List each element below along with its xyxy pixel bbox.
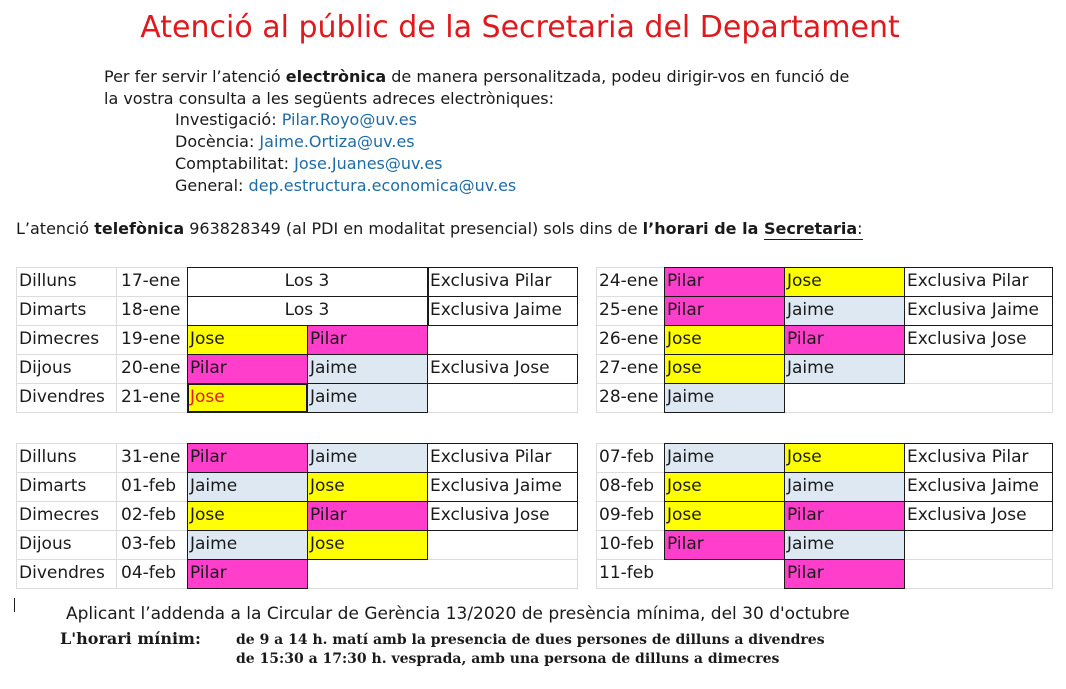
gridline (116, 267, 117, 412)
shift-cell[interactable]: Jose (784, 267, 904, 296)
shift-cell[interactable] (784, 383, 904, 412)
exclusive-cell[interactable]: Exclusiva Jaime (907, 300, 1039, 320)
cell-border (307, 501, 428, 531)
shift-cell[interactable]: Pilar (784, 559, 904, 588)
day-label: Divendres (19, 563, 105, 583)
contact-accounting (175, 153, 443, 175)
day-label: Dimecres (19, 329, 100, 349)
contact-label: Investigació: (175, 110, 282, 129)
phone-emphasis: l’horari de la (642, 219, 764, 238)
cell-border (784, 443, 905, 473)
phone-text: : (857, 219, 863, 238)
shift-cell[interactable]: Jaime (307, 443, 427, 472)
date-label: 18-ene (121, 300, 181, 320)
shift-cell[interactable]: Jose (664, 501, 784, 530)
email-link[interactable]: Pilar.Royo@uv.es (281, 110, 417, 129)
date-label: 10-feb (599, 534, 655, 554)
contact-label: Comptabilitat: (175, 154, 295, 173)
shift-cell[interactable]: Jaime (187, 472, 307, 501)
date-label: 01-feb (121, 476, 177, 496)
email-link[interactable]: Jaime.Ortiza@uv.es (259, 132, 415, 151)
cell-border (664, 530, 785, 560)
day-label: Dimarts (19, 300, 87, 320)
exclusive-cell[interactable]: Exclusiva Pilar (430, 271, 552, 291)
contact-research (175, 109, 417, 131)
shift-cell[interactable]: Jose (307, 530, 427, 559)
row-border (187, 296, 578, 326)
exclusive-cell[interactable]: Exclusiva Jaime (907, 476, 1039, 496)
cell-border (784, 267, 905, 297)
footer-label: L'horari mínim: (60, 629, 201, 648)
cell-border (427, 443, 578, 473)
cell-border (307, 530, 428, 560)
exclusive-cell[interactable] (904, 383, 1052, 412)
phone-info (16, 219, 863, 238)
cell-border (784, 530, 905, 560)
cell-border (664, 383, 785, 413)
phone-text: 963828349 (al PDI en modalitat presencial) sols dins de (184, 219, 643, 238)
shift-cell[interactable]: Pilar (187, 559, 307, 588)
shift-cell[interactable]: Jaime (784, 530, 904, 559)
shift-cell[interactable]: Jaime (784, 354, 904, 383)
shift-cell[interactable]: Pilar (187, 354, 307, 383)
date-label: 24-ene (599, 271, 659, 291)
cell-border (187, 325, 308, 355)
date-label: 08-feb (599, 476, 655, 496)
cell-border (187, 443, 308, 473)
contact-teaching (175, 131, 415, 153)
shift-cell[interactable]: Jose (664, 325, 784, 354)
date-label: 09-feb (599, 505, 655, 525)
shift-cell[interactable]: Pilar (664, 530, 784, 559)
exclusive-cell[interactable]: Exclusiva Jose (430, 358, 550, 378)
shift-cell[interactable]: Pilar (307, 501, 427, 530)
intro-emphasis: electrònica (285, 67, 387, 86)
cell-border (307, 443, 428, 473)
exclusive-cell[interactable]: Exclusiva Jose (907, 329, 1027, 349)
cell-border (664, 325, 785, 355)
margin-mark (14, 598, 15, 612)
cell-border (664, 296, 785, 326)
footer-morning-hours: de 9 a 14 h. matí amb la presencia de dues persones de dilluns a divendres (236, 632, 825, 648)
shift-cell[interactable]: Pilar (784, 325, 904, 354)
date-label: 04-feb (121, 563, 177, 583)
date-label: 25-ene (599, 300, 659, 320)
shift-cell[interactable]: Pilar (664, 296, 784, 325)
cell-border (664, 472, 785, 502)
cell-border (784, 296, 905, 326)
cell-border (784, 501, 905, 531)
phone-emphasis: telefònica (94, 219, 185, 238)
cell-border (784, 354, 905, 384)
shift-cell[interactable]: Jose (187, 501, 307, 530)
cell-border (904, 472, 1053, 502)
gridline (116, 443, 117, 588)
cell-border (904, 325, 1053, 355)
exclusive-cell[interactable] (904, 354, 1052, 383)
cell-border (664, 443, 785, 473)
row-border (187, 267, 578, 297)
cell-border (307, 383, 428, 413)
cell-border (904, 267, 1053, 297)
shift-cell[interactable]: Jaime (307, 354, 427, 383)
exclusive-cell[interactable]: Exclusiva Pilar (907, 447, 1029, 467)
exclusive-cell[interactable]: Exclusiva Jaime (430, 476, 562, 496)
secretaria-underlined: Secretaria (763, 219, 858, 238)
shift-cell[interactable]: Jaime (664, 443, 784, 472)
intro-line-2: la vostra consulta a les següents adreces electròniques: (104, 89, 555, 108)
shift-cell[interactable]: Jaime (784, 296, 904, 325)
exclusive-cell[interactable]: Exclusiva Pilar (430, 447, 552, 467)
cell-border (784, 325, 905, 355)
day-label: Dijous (19, 358, 72, 378)
shift-cell[interactable]: Jaime (307, 383, 427, 412)
intro-text: de manera personalitzada, podeu dirigir-vos en funció de (386, 67, 850, 86)
cell-border (187, 472, 308, 502)
date-label: 31-ene (121, 447, 181, 467)
exclusive-cell[interactable] (427, 383, 577, 412)
shift-cell[interactable]: Pilar (664, 267, 784, 296)
cell-border (904, 296, 1053, 326)
cell-border (664, 354, 785, 384)
cell-border (307, 472, 428, 502)
cell-border (427, 354, 578, 384)
day-label: Dilluns (19, 271, 77, 291)
cell-border (187, 354, 308, 384)
date-label: 17-ene (121, 271, 181, 291)
date-label: 03-feb (121, 534, 177, 554)
day-label: Divendres (19, 387, 105, 407)
day-label: Dimecres (19, 505, 100, 525)
shift-cell[interactable]: Pilar (307, 325, 427, 354)
date-label: 28-ene (599, 387, 659, 407)
shift-cell[interactable]: Jose (784, 443, 904, 472)
cell-border (664, 267, 785, 297)
shift-cell[interactable]: Jose (307, 472, 427, 501)
selected-cell-outline[interactable] (187, 383, 308, 413)
cell-border (904, 443, 1053, 473)
exclusive-cell[interactable] (427, 325, 577, 354)
cell-border (187, 501, 308, 531)
exclusive-cell[interactable] (904, 530, 1052, 559)
shift-cell[interactable] (664, 559, 784, 588)
shift-cell[interactable]: Jose (664, 354, 784, 383)
date-label: 21-ene (121, 387, 181, 407)
date-label: 07-feb (599, 447, 655, 467)
exclusive-cell[interactable]: Exclusiva Jose (907, 505, 1027, 525)
exclusive-cell[interactable] (427, 530, 577, 559)
date-label: 11-feb (599, 563, 655, 583)
contact-label: Docència: (175, 132, 260, 151)
cell-border (427, 472, 578, 502)
day-label: Dijous (19, 534, 72, 554)
shift-cell[interactable]: Jose (187, 325, 307, 354)
shift-cell[interactable]: Pilar (784, 501, 904, 530)
day-label: Dimarts (19, 476, 87, 496)
exclusive-cell[interactable] (904, 559, 1052, 588)
shift-cell-all[interactable]: Los 3 (284, 300, 330, 320)
cell-border (307, 354, 428, 384)
cell-border (427, 267, 429, 297)
phone-text: L’atenció (16, 219, 95, 238)
cell-border (427, 501, 578, 531)
page-title: Atenció al públic de la Secretaria del Departament (140, 10, 900, 45)
date-label: 26-ene (599, 329, 659, 349)
cell-border (307, 325, 428, 355)
cell-border (784, 559, 905, 589)
exclusive-cell[interactable]: Exclusiva Pilar (907, 271, 1029, 291)
shift-cell[interactable]: Jaime (784, 472, 904, 501)
cell-border (664, 501, 785, 531)
contact-label: General: (175, 176, 249, 195)
shift-cell[interactable]: Pilar (187, 443, 307, 472)
email-link[interactable]: Jose.Juanes@uv.es (294, 154, 443, 173)
cell-border (427, 296, 429, 326)
shift-cell[interactable]: Jaime (664, 383, 784, 412)
exclusive-cell[interactable]: Exclusiva Jose (430, 505, 550, 525)
exclusive-cell[interactable]: Exclusiva Jaime (430, 300, 562, 320)
day-label: Dilluns (19, 447, 77, 467)
cell-border (187, 530, 308, 560)
date-label: 20-ene (121, 358, 181, 378)
cell-border (784, 472, 905, 502)
footer-afternoon-hours: de 15:30 a 17:30 h. vesprada, amb una persona de dilluns a dimecres (236, 651, 780, 667)
date-label: 02-feb (121, 505, 177, 525)
cell-border (187, 559, 308, 589)
date-label: 27-ene (599, 358, 659, 378)
exclusive-cell[interactable] (427, 559, 577, 588)
shift-cell[interactable]: Jose (187, 383, 307, 412)
shift-cell-all[interactable]: Los 3 (284, 271, 330, 291)
date-label: 19-ene (121, 329, 181, 349)
email-link[interactable]: dep.estructura.economica@uv.es (248, 176, 517, 195)
shift-cell[interactable]: Jose (664, 472, 784, 501)
footer-note: Aplicant l’addenda a la Circular de Gerència 13/2020 de presència mínima, del 30 d'octubre (66, 604, 850, 624)
shift-cell[interactable] (307, 559, 427, 588)
intro-text: Per fer servir l’atenció (104, 67, 286, 86)
cell-border (904, 501, 1053, 531)
contact-general (175, 175, 516, 197)
intro-line-1 (104, 66, 849, 88)
shift-cell[interactable]: Jaime (187, 530, 307, 559)
